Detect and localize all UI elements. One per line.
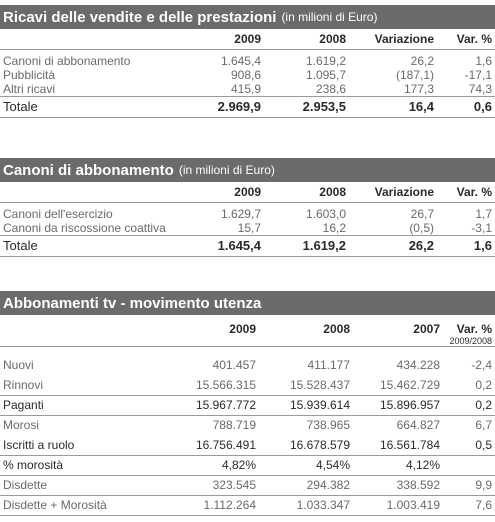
table-row <box>0 221 495 236</box>
table-row <box>0 435 495 455</box>
cell-value: 1.603,0 <box>305 207 346 221</box>
cell-value: 434.228 <box>396 358 440 372</box>
table-header-row <box>0 29 495 50</box>
cell-value: 0,6 <box>437 97 495 118</box>
table-row <box>0 375 495 395</box>
cell-value: 1.619,2 <box>305 54 346 68</box>
cell-value: 15.462.729 <box>379 377 440 392</box>
cell-value: 9,9 <box>443 475 495 495</box>
cell-value: 4,82% <box>155 455 259 475</box>
cell-value: 4,12% <box>353 455 443 475</box>
row-label: Pubblicità <box>3 68 56 82</box>
column-header <box>0 315 155 347</box>
subscription-fees-table <box>0 182 495 257</box>
cell-value: 1.645,4 <box>220 54 261 68</box>
section-title-bar <box>0 158 495 182</box>
row-label: % morosità <box>0 455 155 475</box>
cell-value: 15,7 <box>237 221 261 235</box>
column-header <box>0 29 180 50</box>
row-label: Disdette <box>0 475 155 495</box>
row-label: Iscritti a ruolo <box>3 437 75 452</box>
column-header: Variazione <box>374 185 434 199</box>
cell-value: 4,54% <box>259 455 353 475</box>
cell-value: 16,4 <box>349 97 437 118</box>
cell-value: 177,3 <box>403 82 434 96</box>
section-title: Canoni di abbonamento <box>3 161 174 179</box>
cell-value: 1.619,2 <box>264 236 349 257</box>
row-label: Disdette + Morosità <box>0 495 155 515</box>
column-header-label: Var. % <box>456 322 492 336</box>
cell-value: 664.827 <box>353 415 443 435</box>
cell-value: 15.896.957 <box>353 395 443 415</box>
table-row <box>0 82 495 97</box>
cell-value: 26,2 <box>410 54 434 68</box>
cell-value: -17,1 <box>464 68 492 82</box>
cell-value: 401.457 <box>212 358 256 372</box>
cell-value: 74,3 <box>468 82 492 96</box>
section-title: Abbonamenti tv - movimento utenza <box>3 294 262 312</box>
column-header: 2008 <box>319 32 346 46</box>
table-row <box>0 207 495 221</box>
row-label: Paganti <box>0 395 155 415</box>
cell-value: 908,6 <box>230 68 261 82</box>
cell-value: 16,2 <box>322 221 346 235</box>
cell-value <box>443 455 495 475</box>
row-label: Canoni dell'esercizio <box>3 207 113 221</box>
cell-value: 738.965 <box>259 415 353 435</box>
section-subtitle: (in milioni di Euro) <box>178 163 275 177</box>
cell-value: 1.112.264 <box>155 495 259 515</box>
cell-value: -2,4 <box>471 358 492 372</box>
cell-value: 15.967.772 <box>155 395 259 415</box>
cell-value: 26,2 <box>349 236 437 257</box>
column-header <box>0 182 180 203</box>
cell-value: 2.969,9 <box>180 97 264 118</box>
cell-value: 411.177 <box>307 358 350 372</box>
cell-value: 7,6 <box>443 495 495 515</box>
cell-value: 26,7 <box>410 207 434 221</box>
row-label: Totale <box>0 236 180 257</box>
cell-value: 6,7 <box>443 415 495 435</box>
section-subtitle: (in milioni di Euro) <box>281 10 378 24</box>
table-row <box>0 54 495 68</box>
cell-value: 2.953,5 <box>264 97 349 118</box>
cell-value: 0,2 <box>475 377 492 392</box>
cell-value: 788.719 <box>155 415 259 435</box>
table-row <box>0 415 495 435</box>
column-header: Variazione <box>374 32 434 46</box>
row-label: Totale <box>0 97 180 118</box>
column-header <box>443 315 495 347</box>
total-row <box>0 97 495 118</box>
cell-value: 0,5 <box>475 437 492 452</box>
column-header: Var. % <box>456 185 492 199</box>
cell-value: 16.756.491 <box>195 437 256 452</box>
row-label: Morosi <box>0 415 155 435</box>
cell-value: 294.382 <box>259 475 353 495</box>
row-label: Canoni da riscossione coattiva <box>3 221 166 235</box>
section-title-bar <box>0 5 495 29</box>
cell-value: 0,2 <box>443 395 495 415</box>
cell-value: 15.528.437 <box>289 377 350 392</box>
row-label: Altri ricavi <box>3 82 56 96</box>
tv-subscriptions-section <box>0 291 495 516</box>
cell-value: 1.033.347 <box>259 495 353 515</box>
total-row <box>0 236 495 257</box>
column-header-sub: 2009/2008 <box>449 336 492 346</box>
cell-value: 323.545 <box>155 475 259 495</box>
row-label: Canoni di abbonamento <box>3 54 131 68</box>
cell-value: 15.939.614 <box>259 395 353 415</box>
cell-value: 15.566.315 <box>195 377 256 392</box>
cell-value: 415,9 <box>230 82 261 96</box>
column-header: Var. % <box>456 32 492 46</box>
table-row <box>0 355 495 375</box>
revenue-section <box>0 5 495 118</box>
cell-value: (0,5) <box>409 221 434 235</box>
tv-subscriptions-table <box>0 315 495 516</box>
cell-value: 1,6 <box>475 54 492 68</box>
cell-value: -3,1 <box>471 221 492 235</box>
table-row <box>0 475 495 495</box>
row-label: Rinnovi <box>3 377 44 392</box>
column-header: 2007 <box>413 322 440 336</box>
cell-value: 1.629,7 <box>220 207 261 221</box>
section-title-bar <box>0 291 495 315</box>
cell-value: 1,7 <box>475 207 492 221</box>
cell-value: 1.645,4 <box>180 236 264 257</box>
table-header-row <box>0 182 495 203</box>
column-header: 2009 <box>234 185 261 199</box>
column-header: 2008 <box>323 322 350 336</box>
cell-value: 16.678.579 <box>289 437 350 452</box>
revenue-table <box>0 29 495 118</box>
subscription-fees-section <box>0 158 495 257</box>
cell-value: 1.095,7 <box>305 68 346 82</box>
cell-value: (187,1) <box>395 68 434 82</box>
row-label: Nuovi <box>3 358 34 372</box>
table-row <box>0 395 495 415</box>
cell-value: 1.003.419 <box>353 495 443 515</box>
cell-value: 1,6 <box>437 236 495 257</box>
table-row <box>0 495 495 515</box>
column-header: 2009 <box>229 322 256 336</box>
table-row <box>0 455 495 475</box>
cell-value: 238,6 <box>315 82 346 96</box>
table-row <box>0 68 495 82</box>
cell-value: 16.561.784 <box>379 437 440 452</box>
column-header: 2009 <box>234 32 261 46</box>
cell-value: 338.592 <box>353 475 443 495</box>
column-header: 2008 <box>319 185 346 199</box>
section-title: Ricavi delle vendite e delle prestazioni <box>3 8 277 26</box>
table-header-row <box>0 315 495 347</box>
